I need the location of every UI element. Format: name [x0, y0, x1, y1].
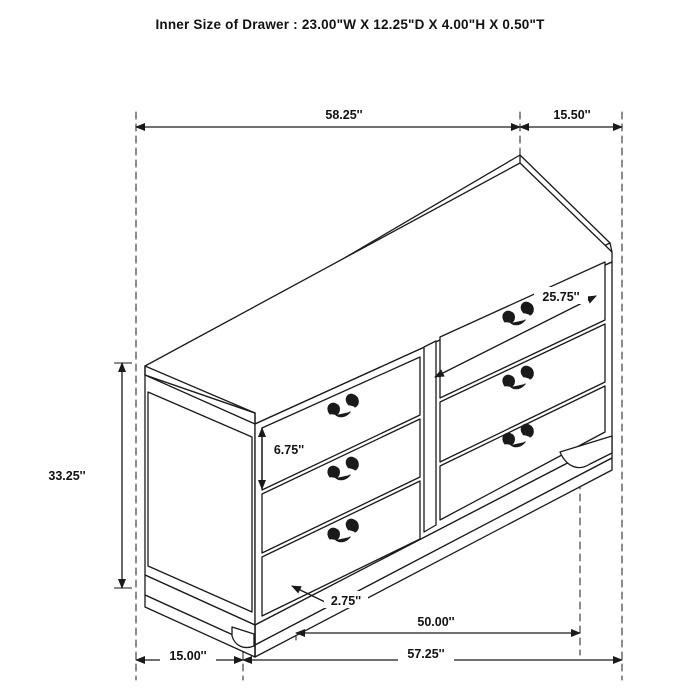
- dim-label-top-width-main: 58.25'': [325, 108, 363, 122]
- dim-label-overall-height: 33.25'': [48, 469, 86, 483]
- dresser-center-divider: [424, 341, 436, 532]
- dim-label-top-width-side: 15.50'': [553, 108, 591, 122]
- dim-label-base-height: 2.75'': [330, 594, 362, 608]
- dim-label-side-depth: 15.00'': [169, 649, 207, 663]
- dim-label-drawer-depth: 25.75'': [542, 290, 580, 304]
- dim-label-front-width: 57.25'': [407, 647, 445, 661]
- dim-label-front-inner-width: 50.00'': [417, 615, 455, 629]
- dim-label-drawer-face-height: 6.75'': [273, 443, 305, 457]
- page-title: Inner Size of Drawer : 23.00"W X 12.25"D X 4.00"H X 0.50"T: [155, 17, 545, 32]
